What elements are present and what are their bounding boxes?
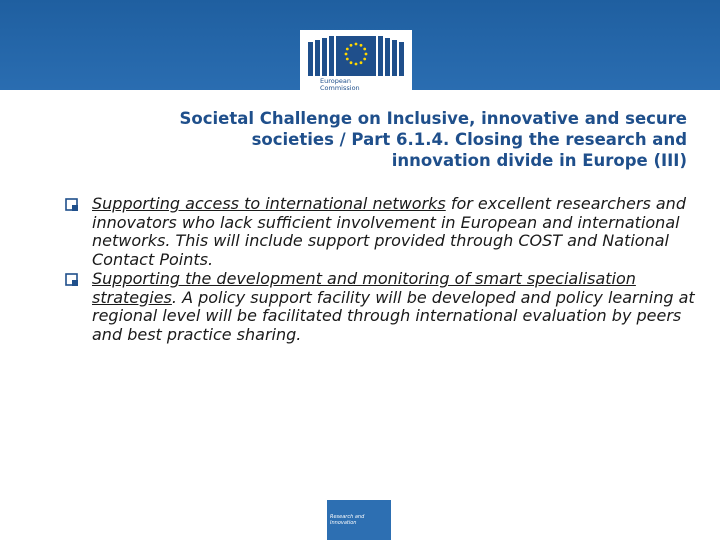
- european-commission-logo: [300, 30, 412, 100]
- bullet-text: for excellent researchers and innovators who lack sufficient involvement in European and international networks. This will include support provided through COST and National Contact Points.: [92, 194, 686, 269]
- bullet-lead: Supporting access to international networks: [92, 194, 446, 213]
- commission-building-icon: [306, 34, 406, 76]
- checkbox-bullet-icon: [65, 198, 78, 211]
- footer-text-line1: Research and: [330, 514, 365, 520]
- footer-text: [330, 514, 364, 526]
- logo-text-line1: European: [320, 77, 351, 85]
- footer-text-line2: Innovation: [330, 520, 357, 526]
- bullet-text: . A policy support facility will be developed and policy learning at regional level will be facilitated through international evaluation by peers and best practice sharing.: [92, 287, 695, 344]
- bullet-lead: Supporting the development and monitoring of smart specialisation strategies: [92, 269, 636, 307]
- footer-badge: [327, 500, 391, 540]
- slide-title-line1: Societal Challenge on Inclusive, innovative and secure: [179, 109, 687, 128]
- bullet-item: [62, 195, 702, 269]
- logo-text: [320, 78, 360, 92]
- bullet-list: [62, 195, 702, 345]
- slide-title: [87, 108, 687, 171]
- slide-title-line3: innovation divide in Europe (III): [391, 151, 687, 170]
- bullet-item: [62, 270, 702, 344]
- slide-title-line2: societies / Part 6.1.4. Closing the research and: [251, 130, 687, 149]
- logo-text-line2: Commission: [320, 84, 360, 92]
- checkbox-bullet-icon: [65, 273, 78, 286]
